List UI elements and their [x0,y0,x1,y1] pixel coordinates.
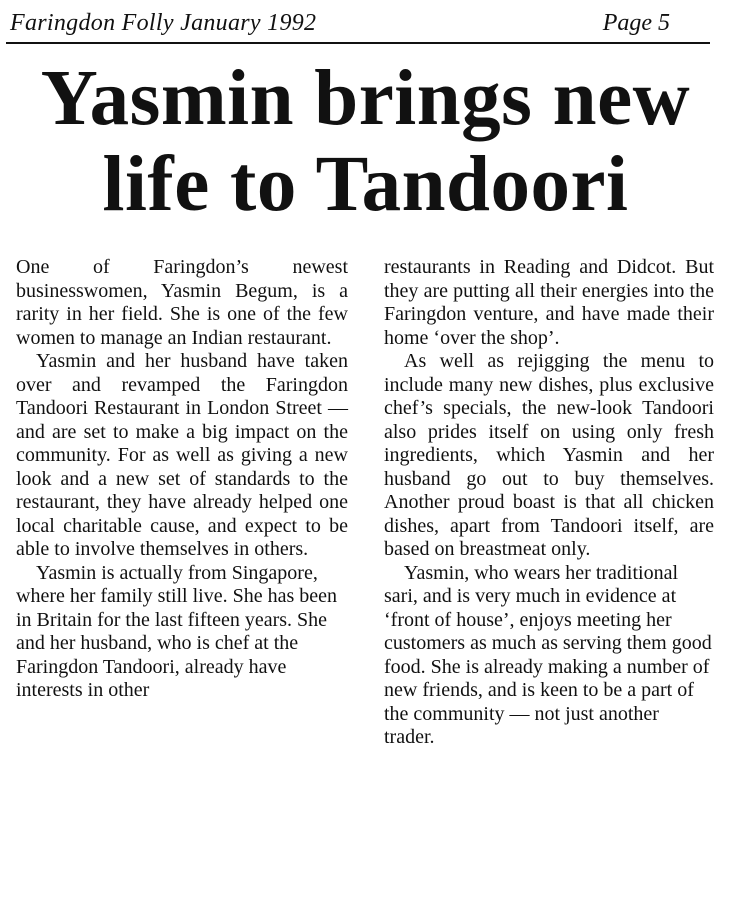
paragraph: Yasmin, who wears her traditional sari, and is very much in evidence at ‘front of house’, enjoys meeting her customers as much as serving them good food. She is already making a number of new friends, and is keen to be a part of the community — not just another trader. [384,561,712,748]
article-column-left [16,256,348,703]
article-headline [0,56,731,228]
paragraph: As well as rejigging the menu to include many new dishes, plus exclusive chef’s specials, the new-look Tandoori also prides itself on using only fresh ingredients, which Yasmin and her husband go out to buy themselves. Another proud boast is that all chicken dishes, apart from Tandoori itself, are based on breastmeat only. [384,350,714,560]
paragraph: restaurants in Reading and Didcot. But they are putting all their energies into the Faringdon venture, and have made their home ‘over the shop’. [384,256,714,349]
article-column-right [384,256,714,750]
headline-line-2: life to Tandoori [102,141,629,228]
running-header [6,6,710,44]
headline-line-1: Yasmin brings new [40,55,691,142]
paragraph: Yasmin and her husband have taken over and revamped the Faringdon Tandoori Restaurant in London Street — and are set to make a big impact on the community. For as well as giving a new look and a new set of standards to the restaurant, they have already helped one local charitable cause, and expect to be able to involve themselves in others. [16,350,348,560]
publication-title: Faringdon Folly January 1992 [10,10,317,36]
paragraph: Yasmin is actually from Singapore, where her family still live. She has been in Britain for the last fifteen years. She and her husband, who is chef at the Faringdon Tandoori, already have interests in other [16,561,338,701]
page-number: Page 5 [602,10,670,36]
paragraph: One of Faringdon’s newest businesswomen, Yasmin Begum, is a rarity in her field. She is one of the few women to manage an Indian restaurant. [16,256,348,349]
